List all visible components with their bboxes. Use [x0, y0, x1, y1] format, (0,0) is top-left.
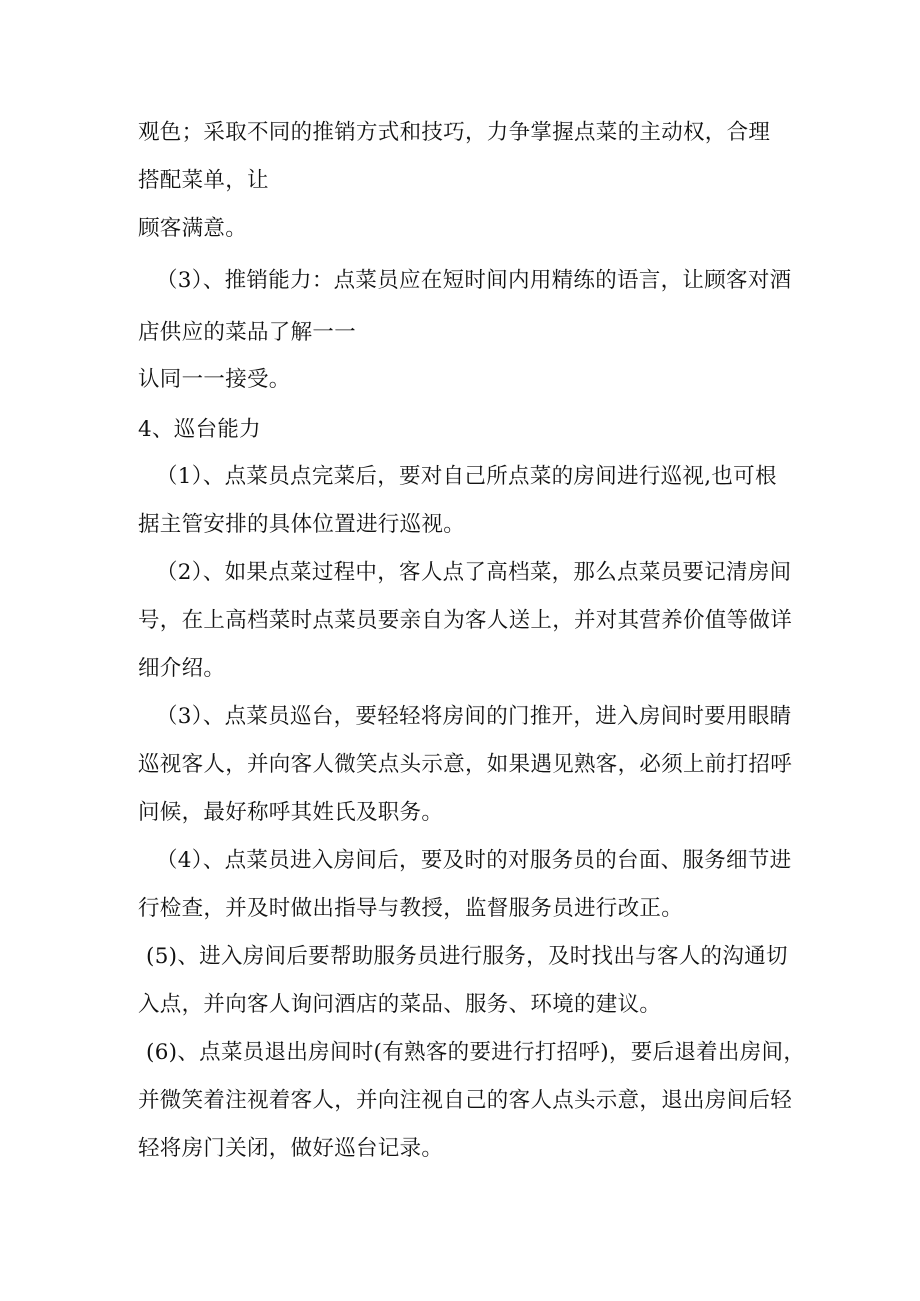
text-line: 认同一一接受。 — [138, 367, 291, 392]
text-line: （3）、推销能力：点菜员应在短时间内用精练的语言，让顾客对酒 — [156, 268, 792, 293]
text-line: 细介绍。 — [138, 656, 226, 681]
text-line: (5)、进入房间后要帮助服务员进行服务，及时找出与客人的沟通切 — [146, 944, 788, 969]
text-line: 巡视客人，并向客人微笑点头示意，如果遇见熟客，必须上前打招呼 — [138, 752, 793, 777]
text-line: 行检查，并及时做出指导与教授，监督服务员进行改正。 — [138, 896, 684, 921]
text-line: (6)、点菜员退出房间时(有熟客的要进行打招呼)，要后退着出房间， — [146, 1040, 806, 1065]
text-line: （2）、如果点菜过程中，客人点了高档菜，那么点菜员要记清房间 — [156, 560, 792, 585]
text-line: 问候，最好称呼其姓氏及职务。 — [138, 800, 444, 825]
text-line: 店供应的菜品了解一一 — [138, 320, 357, 345]
text-line: （1）、点菜员点完菜后，要对自己所点菜的房间进行巡视,也可根 — [156, 464, 777, 489]
text-line: 据主管安排的具体位置进行巡视。 — [138, 512, 466, 537]
text-line: （3）、点菜员巡台，要轻轻将房间的门推开，进入房间时要用眼睛 — [156, 704, 792, 729]
text-line: 并微笑着注视着客人，并向注视自己的客人点头示意，退出房间后轻 — [138, 1088, 793, 1113]
text-line: 搭配菜单，让 — [138, 168, 269, 193]
text-line: （4）、点菜员进入房间后，要及时的对服务员的台面、服务细节进 — [156, 848, 792, 873]
text-line: 入点，并向客人询问酒店的菜品、服务、环境的建议。 — [138, 992, 662, 1017]
section-heading: 4、巡台能力 — [138, 417, 261, 442]
text-line: 顾客满意。 — [138, 216, 248, 241]
text-line: 号，在上高档菜时点菜员要亲自为客人送上，并对其营养价值等做详 — [138, 608, 793, 633]
text-line: 观色；采取不同的推销方式和技巧，力争掌握点菜的主动权，合理 — [138, 120, 771, 145]
text-line: 轻将房门关闭，做好巡台记录。 — [138, 1136, 444, 1161]
